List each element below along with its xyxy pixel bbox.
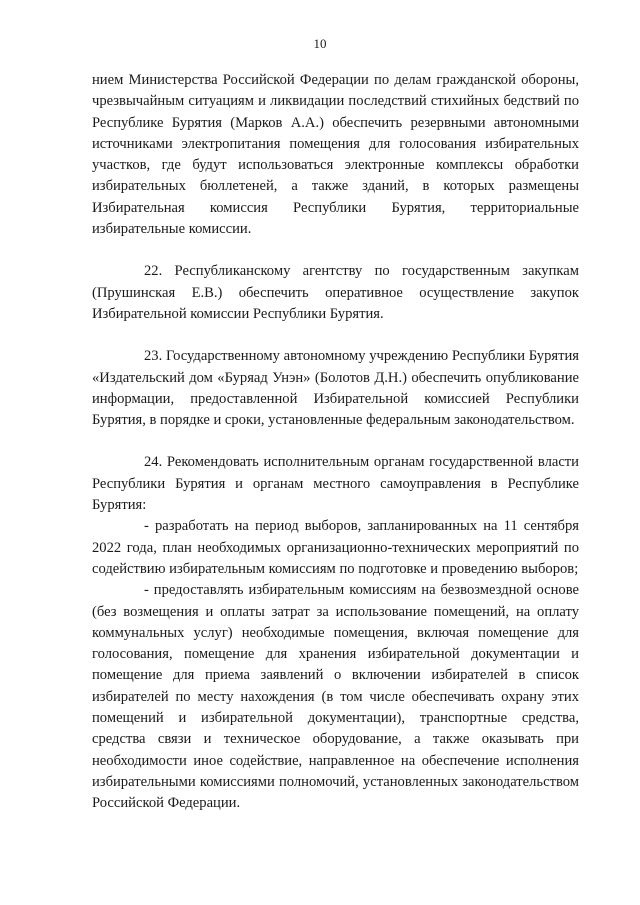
paragraph-item-22: 22. Республиканскому агентству по государственным закупкам (Прушинская Е.В.) обеспечить оперативное осуществление закупок Избирательной комиссии Республики Бурятия. xyxy=(92,263,579,322)
paragraph-item-23: 23. Государственному автономному учреждению Республики Бурятия «Издательский дом «Буряад Унэн» (Болотов Д.Н.) обеспечить опубликование информации, предоставленной Избирательной комиссией Республики Бурятия, в порядке и сроки, установленные федеральным законодательством. xyxy=(92,348,579,429)
page-number: 10 xyxy=(313,36,327,51)
document-body xyxy=(92,70,579,815)
paragraph-item-24: 24. Рекомендовать исполнительным органам государственной власти Республики Бурятия и органам местного самоуправления в Республике Бурятия: xyxy=(92,454,579,514)
paragraph-continuation: нием Министерства Российской Федерации по делам гражданской обороны, чрезвычайным ситуациям и ликвидации последствий стихийных бедствий по Республике Бурятия (Марков А.А.) обеспечить резервными автономными источниками электропитания помещения для голосования избирательных участков, где будут использоваться электронные комплексы обработки избирательных бюллетеней, а также зданий, в которых размещены Избирательная комиссия Республики Бурятия, территориальные избирательные комиссии. xyxy=(92,72,579,238)
paragraph-subitem-plan: - разработать на период выборов, запланированных на 11 сентября 2022 года, план необходимых организационно-технических мероприятий по содействию избирательным комиссиям по подготовке и проведению выборов; xyxy=(92,518,579,577)
paragraph-subitem-premises: - предоставлять избирательным комиссиям на безвозмездной основе (без возмещения и оплаты затрат за использование помещений, на оплату коммунальных услуг) необходимые помещения, включая помещение для голосования, помещение для хранения избирательной документации и помещение для приема заявлений о включении избирателей в список избирателей по месту нахождения (в том числе обеспечивать охрану этих помещений и избирательной документации), транспортные средства, средства связи и техническое оборудование, а также оказывать при необходимости иное содействие, направленное на обеспечение исполнения избирательными комиссиями полномочий, установленных законодательством Российской Федерации. xyxy=(92,582,579,812)
